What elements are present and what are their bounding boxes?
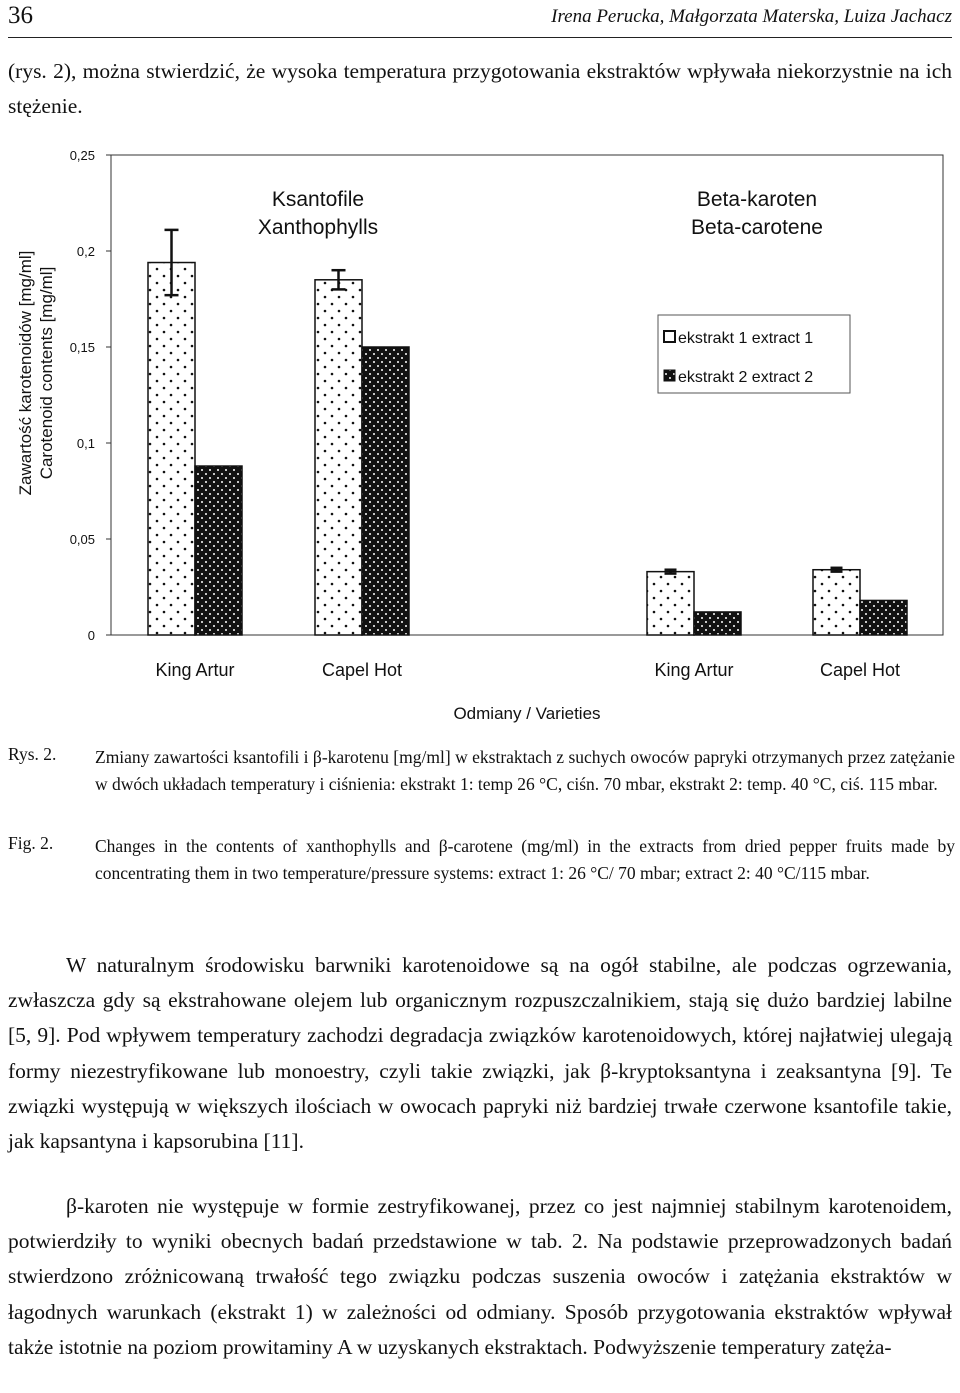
y-tick-label: 0,1 [76, 436, 95, 451]
legend-label-extract-1: ekstrakt 1 extract 1 [678, 330, 814, 347]
legend-swatch-extract-2 [664, 370, 675, 381]
caption-label-pl: Rys. 2. [8, 744, 57, 764]
body-paragraph-1: W naturalnym środowisku barwniki karotenoidowe są na ogół stabilne, ale podczas ogrzewania, zwłaszcza gdy są ekstrahowane olejem lub organicznym rozpuszczalnikiem, stają się dużo bardziej labilne [5, 9]. Pod wpływem temperatury zachodzi degradacja związków karotenoidowych, której najłatwiej ulegają formy niezestryfikowane lub monoestry, czyli takie związki, jak β-kryptoksantyna i zeaksantyna [9]. Te związki występują w większych ilościach w owocach papryki niż bardziej trwałe czerwone ksantofile takie, jak kapsantyna i kapsorubina [11]. [8, 953, 952, 1154]
group-label-betacarotene-pl: Beta-karoten [696, 188, 818, 211]
legend-swatch-extract-1 [664, 331, 675, 342]
group-label-xanthophylls-en: Xanthophylls [257, 216, 379, 239]
legend-label-extract-2: ekstrakt 2 extract 2 [678, 369, 814, 386]
caption-label-en: Fig. 2. [8, 833, 54, 853]
y-tick-label: 0,05 [69, 532, 95, 547]
y-axis-label-pl: Zawartość karotenoidów [mg/ml] [16, 250, 35, 496]
intro-paragraph: (rys. 2), można stwierdzić, że wysoka temperatura przygotowania ekstraktów wpływała niekorzystnie na ich stężenie. [8, 59, 952, 119]
y-tick-label: 0,15 [69, 340, 95, 355]
bar-extract-1 [148, 263, 195, 635]
bar-extract-1 [813, 570, 860, 635]
caption-text-pl: Zmiany zawartości ksantofili i β-karotenu [mg/ml] w ekstraktach z suchych owoców papryki otrzymanych przez zatężanie w dwóch układach temperatury i ciśnienia: ekstrakt 1: temp 26 °C, ciśn. 70 mbar, ekstrakt 2: temp. 40 °C, ciś. 115 mbar. [95, 747, 955, 794]
bar-extract-1 [315, 280, 362, 635]
page-number: 36 [8, 2, 33, 29]
y-tick-label: 0,2 [76, 244, 95, 259]
y-axis-label-en: Carotenoid contents [mg/ml] [37, 266, 56, 480]
y-tick-label: 0 [87, 628, 95, 643]
bar-extract-2 [860, 600, 907, 635]
legend [658, 315, 850, 393]
x-category-label: King Artur [654, 660, 734, 680]
bar-extract-2 [694, 612, 741, 635]
running-head-authors: Irena Perucka, Małgorzata Materska, Luiza Jachacz [551, 6, 952, 27]
bar-extract-2 [362, 347, 409, 635]
x-category-label: Capel Hot [321, 660, 403, 680]
header-rule [8, 37, 952, 38]
page-header [8, 2, 952, 32]
y-tick-label: 0,25 [69, 148, 95, 163]
body-paragraph-2: β-karoten nie występuje w formie zestryfikowanej, przez co jest najmniej stabilnym karotenoidem, potwierdziły to wyniki obecnych badań przedstawione w tab. 2. Na podstawie przeprowadzonych badań stwierdzono zróżnicowaną trwałość tego związku podczas suszenia owoców i zatężania ekstraktów w łagodnych warunkach (ekstrakt 1) w zależności od odmiany. Sposób przygotowania ekstraktów wpływał także istotnie na poziom prowitaminy A w uzyskanych ekstraktach. Podwyższenie temperatury zatęża- [8, 1194, 952, 1359]
group-label-xanthophylls-pl: Ksantofile [271, 188, 365, 211]
bar-extract-1 [647, 572, 694, 635]
x-category-label: King Artur [155, 660, 235, 680]
group-label-betacarotene-en: Beta-carotene [691, 216, 823, 239]
x-axis-label: Odmiany / Varieties [453, 704, 601, 723]
bar-chart [0, 140, 960, 730]
caption-text-en: Changes in the contents of xanthophylls and β-carotene (mg/ml) in the extracts from dried pepper fruits made by concentrating them in two temperature/pressure systems: extract 1: 26 °C/ 70 mbar; extract 2: 40 °C/115 mbar. [95, 836, 955, 883]
x-category-label: Capel Hot [819, 660, 901, 680]
bar-extract-2 [195, 466, 242, 635]
